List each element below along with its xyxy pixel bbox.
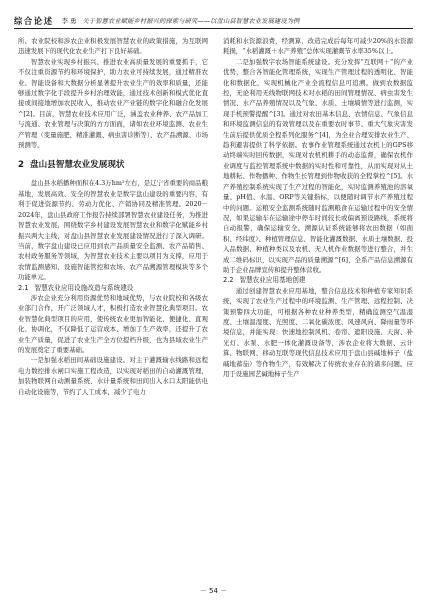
header-rule — [14, 28, 413, 29]
left-column — [18, 36, 208, 581]
paragraph: 消耗和水资源浪费，经测算，改造完成后每年可减少20%的水资源耗损，“水稻灌溉＋水产养殖”总体实现灌溉节水率35%以上。 — [223, 37, 413, 56]
section-title: 盘山县智慧农业发展现状 — [29, 160, 125, 171]
subsection-number: 2.2 — [223, 276, 234, 285]
journal-column-name: 综合论述 — [14, 15, 54, 26]
subsection-title: 智慧农业应用基地创建 — [239, 276, 306, 285]
paragraph: 二是加强数字农场智能系统建设。充分发挥“互联网＋”的产业优势，整合各智能化管理系统，实现生产管理过程的透明化、智能化和数据化，实现机械化产业全流程信息可追溯。做到农数据监控，无论利用无线物联网技术对水稻的田间管理情况、病虫害发生情况、水产品养殖情况以及气象、水质、土壤墒情等进行监测，实现手机预警提醒^[3]。通过对农田基本信息、农情信息、气象信息和环境监测信息的有效管理以及在重要农时事节、重大气象灾害发生前后提供优质全程系列化服务^[4]，为全业合理安排农业生产、趋利避害提供了科学依据。农事作业管理系统通过农机上的GPS移动终端实时回传数据，实现对农机机耕手的动态监督，确保农机作业调度与监控管理系统中数据的实时性和可靠性，从而实现对从土地耕耘、作物播种、作物生长管理到作物收获的全程掌控^[5]。水产养殖控制系统实现了生产过程的智能化，实时监测养殖池的溶氧量、pH值、水温、ORP等关键指标，以便随时调节水产养殖过程中的问题。运粮安全监测系统随时监测粮食在运输过程中的安全情况，如果运输车在运输途中停车时间较长或偏离预设路线，系统将自动报警，确保运输安全。溯源认证系统能够将农田数据（如面积、经纬度）、种植管理信息、智能化灌溉数据、水质土壤数据、投入品数据、种植种类以及农机、无人机作业数据等进行整合，并生成二维码标识，以实现产品的质量溯源^[6]，全系产品信息溯源有助于企业品牌宣传和提升整体营收。 — [223, 57, 413, 274]
paragraph: 盘山县水稻播种面积在4.3万hm²左右，是辽宁省重要的商品粮基地，发展高效、安全的智慧农业是数字盘山建设的重要内容，有利于促进资源节约、劳动力优化、产销协同及精准管理。2020－2024年，盘山县政府工作报告持续部署智慧农业建设任务，为推进智慧农业发展，围绕数字乡村建设发展智慧农业和数字化赋能乡村振兴两大主线，对盘山县智慧农业发展建设情况进行了深入调研。当前，数字盘山建设已应用到农产品质量安全监测、农产品销售、农村政务服务等领域，为智慧农业技术主要以项目为支撑，应用于农情监测感知、设施智能管控和农场、农产品溯源管理模块等多个功能单元。 — [18, 179, 208, 282]
paragraph: 通过创建智慧农业应用基地，整合信息技术和种植专家知识系统，实现了农业生产过程中的环境监测、生产管理、远程控制、决策预警四大功能，可根据各种农业种养类型，精确监测空气温湿度、土壤温湿度、光照度、二氧化碳浓度、风速风向、降雨量等环境信息，并能实现：快速地控制风机、卷帘、遮阳设施、天窗、补光灯、水泵、水肥一体化灌溉设备等，涉农企业将大数据、云计算、物联网、移动互联等现代信息技术应用于盘山县碱地柿子（盐碱地蓄茄）等作物生产，有效解决了传统农业存在的诸多问题。应用于设施园艺碱地柿子生产 — [223, 286, 413, 378]
paragraph: 所、农业院校和涉农企业积极发展智慧农业的政策措施，为互联网迅速发展下的现代化农业生产打下良好基础。 — [18, 37, 208, 56]
section-number: 2 — [18, 160, 24, 171]
author-name: 李 勇 — [61, 17, 77, 25]
paragraph: 智慧农业实现乡村振兴、推进农业高质量发展的重要抓手，它不仅注重资源节约和环境保护，助力农业可持续发展，通过精准农业、智能设备和大数据分析显著提升农业生产的效率和质量，还能够通过数字化手段提升乡村治理效能，通过技术创新和模式优化直接或间接地增加农民收入，推动农业产业链的数字化和融合化发展^[2]。目前，智慧农业技术应用广泛，涵盖农业种养、农产品加工与流通、农业管理与决策的方方面面，诸如农业环境监测、农业生产管理（变量施肥、精准灌溉、病虫害诊断等）、农产品溯源、市场预测等。 — [18, 57, 208, 150]
subsection-heading — [18, 283, 208, 293]
running-header — [14, 14, 413, 27]
running-title: 关于智慧农业赋能乡村振兴的探索与研究——以盘山县智慧农业发展建设为例 — [82, 18, 300, 25]
paragraph: 一是加强水稻田间基础设施建设。对主干灌溉输水线路和远程电力数控排水闸口实施工程改造，以实现对稻田的自动灌溉管理，加装物联网自动测量系统、水计量系统和田间出入水口太阳能供电自动化设施等，节约了人工成本，减少了电力 — [18, 356, 208, 396]
paragraph: 涉农企业充分利用资源优势和地域优势，与农业院校和各级农业部门合作，开广泛领域人才，积极打造农业智慧化典型项目。农业智慧化典型项目的应用，使传统农业更加智能化、便捷化、直观化、协调化，不仅降低了运营成本、增加了生产效率，还提升了农业生产质量，促进了农业生产全方位提档升级，也为县域农业生产的发展奠定了重要基础。 — [18, 293, 208, 354]
subsection-title: 智慧农业应用设施改造与系统建设 — [34, 283, 134, 292]
page-number: － 54 － — [199, 587, 228, 595]
subsection-heading — [223, 275, 413, 285]
section-heading — [18, 159, 208, 172]
subsection-number: 2.1 — [18, 283, 29, 292]
right-column — [223, 36, 413, 581]
